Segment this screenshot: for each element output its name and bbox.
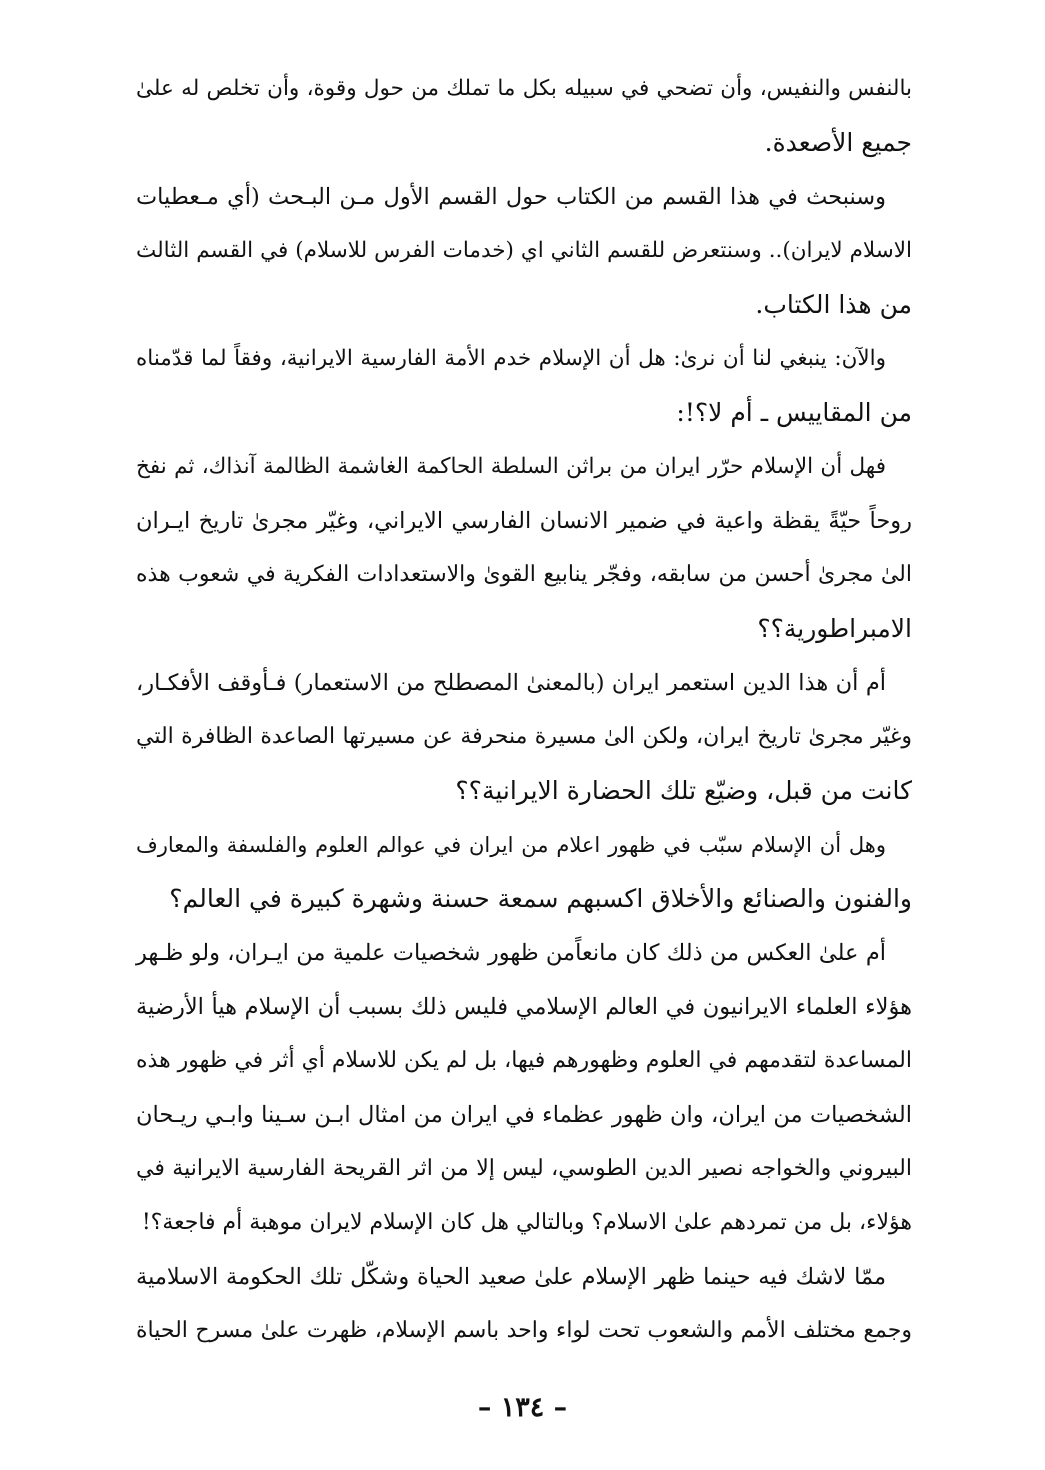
text-line: جميع الأصعدة.	[764, 128, 912, 157]
text-line: هؤلاء، بل من تمردهم علىٰ الاسلام؟ وبالتالي هل كان الإسلام لايران موهبة أم فاجعة؟!	[141, 1210, 912, 1235]
page-number: – ١٣٤ –	[477, 1392, 568, 1423]
text-line: وغيّر مجرىٰ تاريخ ايران، ولكن الىٰ مسيرة منحرفة عن مسيرتها الصاعدة الظافرة التي	[136, 724, 912, 749]
text-line: من المقاييس ـ أم لا؟!:	[676, 398, 912, 427]
text-line: ممّا لاشك فيه حينما ظهر الإسلام علىٰ صعيد الحياة وشكّل تلك الحكومة الاسلامية	[136, 1264, 886, 1290]
text-line: البيروني والخواجه نصير الدين الطوسي، ليس إلا من اثر القريحة الفارسية الايرانية في	[136, 1156, 912, 1181]
text-line: روحاً حيّةً يقظة واعية في ضمير الانسان الفارسي الايراني، وغيّر مجرىٰ تاريخ ايـران	[136, 508, 912, 534]
body-text	[136, 62, 912, 1358]
text-line: وسنبحث في هذا القسم من الكتاب حول القسم الأول مـن البـحث (أي مـعطيات	[136, 184, 886, 210]
text-line: فهل أن الإسلام حرّر ايران من براثن السلطة الحاكمة الغاشمة الظالمة آنذاك، ثم نفخ	[136, 454, 886, 479]
text-line: من هذا الكتاب.	[755, 290, 912, 319]
text-line: وهل أن الإسلام سبّب في ظهور اعلام من ايران في عوالم العلوم والفلسفة والمعارف	[136, 833, 886, 857]
text-line: وجمع مختلف الأمم والشعوب تحت لواء واحد باسم الإسلام، ظهرت علىٰ مسرح الحياة	[136, 1318, 912, 1343]
text-line: كانت من قبل، وضيّع تلك الحضارة الايرانية؟؟	[455, 776, 912, 805]
text-line: هؤلاء العلماء الايرانيون في العالم الإسلامي فليس ذلك بسبب أن الإسلام هيأ الأرضية	[136, 994, 912, 1020]
text-line: أم علىٰ العكس من ذلك كان مانعاًمن ظهور شخصيات علمية من ايـران، ولو ظـهر	[136, 940, 886, 966]
text-line: الامبراطورية؟؟	[757, 614, 912, 643]
text-line: الشخصيات من ايران، وان ظهور عظماء في ايران من امثال ابـن سـينا وابـي ريـحان	[136, 1102, 912, 1128]
text-line: والآن: ينبغي لنا أن نرىٰ: هل أن الإسلام خدم الأمة الفارسية الايرانية، وفقاً لما قدّمناه	[136, 346, 886, 371]
text-line: بالنفس والنفيس، وأن تضحي في سبيله بكل ما تملك من حول وقوة، وأن تخلص له علىٰ	[136, 76, 912, 101]
text-line: المساعدة لتقدمهم في العلوم وظهورهم فيها، بل لم يكن للاسلام أي أثر في ظهور هذه	[136, 1048, 912, 1073]
text-line: والفنون والصنائع والأخلاق اكسبهم سمعة حسنة وشهرة كبيرة في العالم؟	[169, 884, 912, 913]
text-line: أم أن هذا الدين استعمر ايران (بالمعنىٰ المصطلح من الاستعمار) فـأوقف الأفكـار،	[136, 670, 886, 696]
text-line: الىٰ مجرىٰ أحسن من سابقه، وفجّر ينابيع القوىٰ والاستعدادات الفكرية في شعوب هذه	[136, 562, 912, 587]
text-line: الاسلام لايران).. وسنتعرض للقسم الثاني اي (خدمات الفرس للاسلام) في القسم الثالث	[136, 238, 912, 263]
